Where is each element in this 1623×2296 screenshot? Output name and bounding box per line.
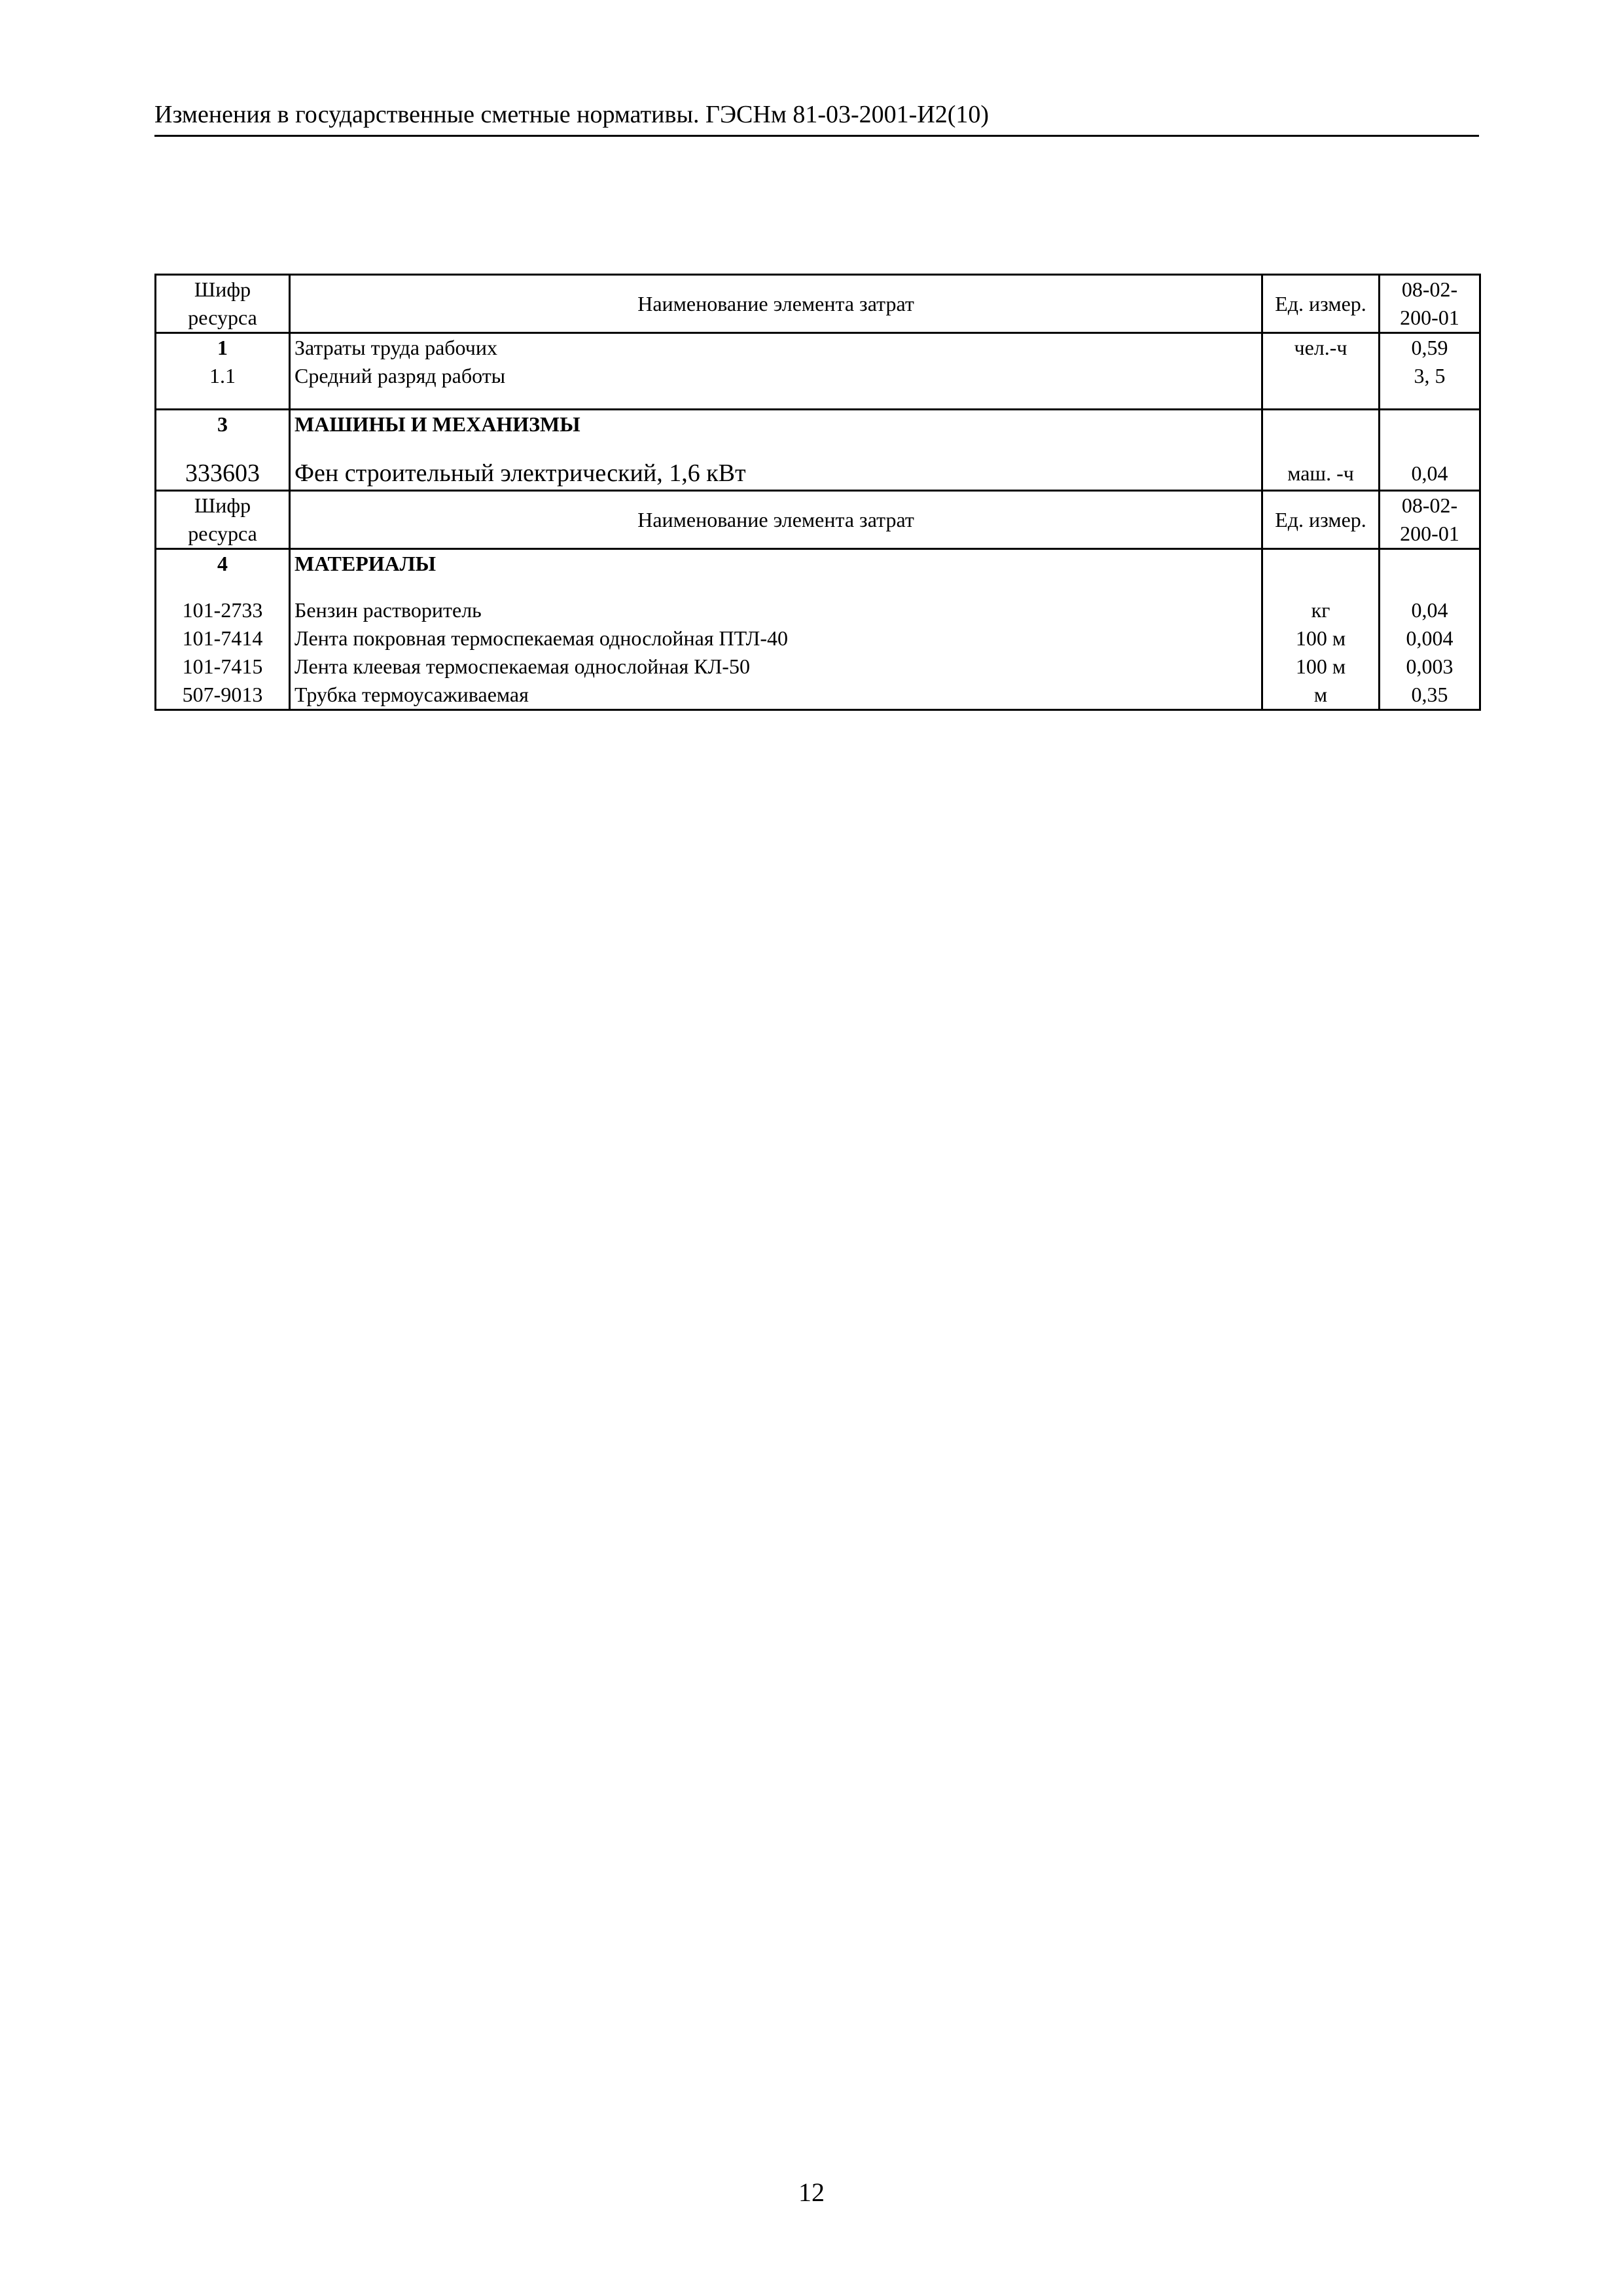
material-unit: 100 м [1262, 624, 1380, 653]
table-row [156, 624, 1480, 653]
spacer-row [156, 578, 1480, 596]
material-unit: 100 м [1262, 653, 1380, 681]
labor-section-name: Затраты труда рабочих [290, 333, 1262, 363]
table-row [156, 333, 1480, 363]
machine-name: Фен строительный электрический, 1,6 кВт [290, 457, 1262, 491]
materials-section-value [1380, 549, 1480, 579]
materials-section-unit [1262, 549, 1380, 579]
header-element-name: Наименование элемента затрат [290, 491, 1262, 549]
labor-section-code: 1 [156, 333, 290, 363]
material-code: 101-7414 [156, 624, 290, 653]
material-unit: кг [1262, 596, 1380, 624]
header-resource-code: Шифр ресурса [156, 275, 290, 333]
material-value: 0,003 [1380, 653, 1480, 681]
header-element-name: Наименование элемента затрат [290, 275, 1262, 333]
header-unit: Ед. измер. [1262, 491, 1380, 549]
page-header [154, 98, 1479, 137]
machines-section-value [1380, 410, 1480, 439]
machines-section-code: 3 [156, 410, 290, 439]
document-title: Изменения в государственные сметные нормативы. ГЭСНм 81-03-2001-И2(10) [154, 101, 990, 128]
material-code: 101-2733 [156, 596, 290, 624]
machine-value: 0,04 [1380, 457, 1480, 491]
header-norm-code: 08-02- 200-01 [1380, 491, 1480, 549]
materials-section-code: 4 [156, 549, 290, 579]
material-name: Трубка термоусаживаемая [290, 681, 1262, 710]
table-header-row-repeat [156, 491, 1480, 549]
material-value: 0,004 [1380, 624, 1480, 653]
labor-section-value: 0,59 [1380, 333, 1480, 363]
table-row [156, 681, 1480, 710]
machines-section-unit [1262, 410, 1380, 439]
material-code: 507-9013 [156, 681, 290, 710]
header-norm-code: 08-02- 200-01 [1380, 275, 1480, 333]
material-value: 0,04 [1380, 596, 1480, 624]
table-row [156, 653, 1480, 681]
material-value: 0,35 [1380, 681, 1480, 710]
table-row [156, 549, 1480, 579]
materials-section-name: МАТЕРИАЛЫ [290, 549, 1262, 579]
material-name: Лента клеевая термоспекаемая однослойная КЛ-50 [290, 653, 1262, 681]
table-row [156, 596, 1480, 624]
machine-unit: маш. -ч [1262, 457, 1380, 491]
material-name: Бензин растворитель [290, 596, 1262, 624]
labor-section-unit: чел.-ч [1262, 333, 1380, 363]
material-code: 101-7415 [156, 653, 290, 681]
spacer-row [156, 439, 1480, 457]
machines-section-name: МАШИНЫ И МЕХАНИЗМЫ [290, 410, 1262, 439]
table-row [156, 457, 1480, 491]
table-row [156, 362, 1480, 390]
grade-name: Средний разряд работы [290, 362, 1262, 390]
table-header-row [156, 275, 1480, 333]
header-resource-code: Шифр ресурса [156, 491, 290, 549]
grade-code: 1.1 [156, 362, 290, 390]
grade-value: 3, 5 [1380, 362, 1480, 390]
resource-cost-table [154, 274, 1481, 711]
machine-code: 333603 [156, 457, 290, 491]
material-name: Лента покровная термоспекаемая однослойная ПТЛ-40 [290, 624, 1262, 653]
material-unit: м [1262, 681, 1380, 710]
spacer-row [156, 390, 1480, 410]
grade-unit [1262, 362, 1380, 390]
header-unit: Ед. измер. [1262, 275, 1380, 333]
page-number: 12 [798, 2178, 825, 2207]
table-row [156, 410, 1480, 439]
